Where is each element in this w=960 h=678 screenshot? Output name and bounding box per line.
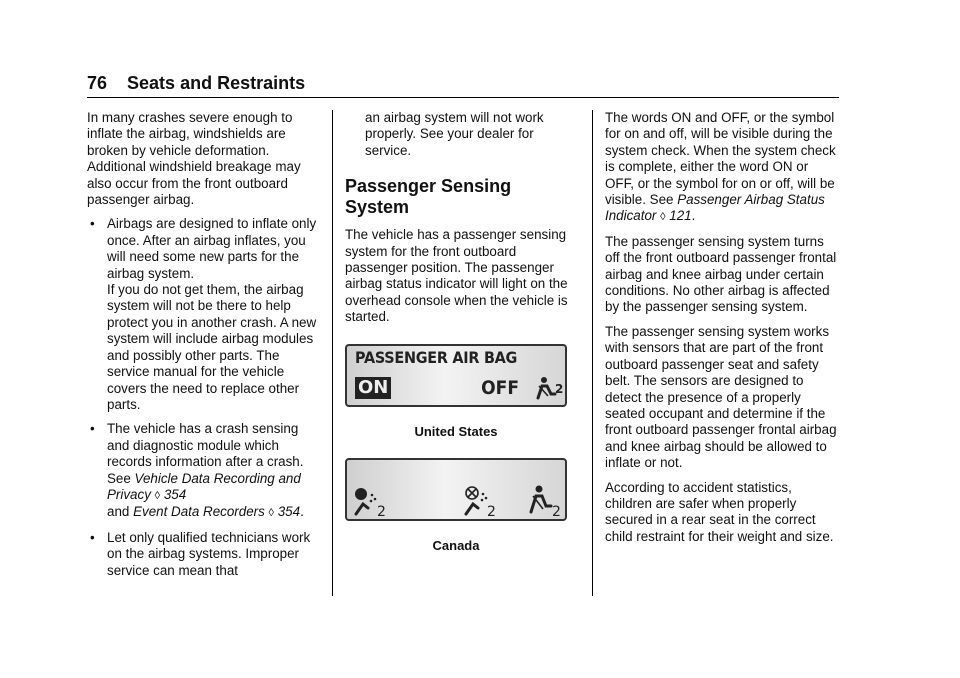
page-header	[87, 72, 839, 94]
page-reference-arrow-icon: ◊	[154, 489, 161, 502]
body-paragraph: The passenger sensing system turns off the front outboard passenger frontal airbag and knee airbag under certain conditions. No other airbag is affected by the passenger sensing system.	[605, 233, 837, 315]
caption-united-states: United States	[414, 423, 498, 439]
bullet-list	[87, 216, 319, 579]
page-reference-arrow-icon: ◊	[268, 507, 274, 520]
us-status-indicator	[345, 344, 567, 407]
header-title	[87, 72, 839, 94]
svg-text:2: 2	[487, 504, 496, 519]
body-paragraph: The words ON and OFF, or the symbol for on and off, will be visible during the system check. When the system check is complete, either the word ON or OFF, or the symbol for on or off, will be visible. See Passenger Airbag Status Indicator ◊ 121.	[605, 110, 836, 224]
list-item: • The vehicle has a crash sensing and diagnostic module which records information after a crash. See Vehicle Data Recording and Privacy ◊ 354 and Event Data Recorders ◊ 354.	[87, 421, 319, 521]
indicator-title: PASSENGER AIR BAG	[355, 347, 518, 367]
link-event-data-recorders[interactable]: Event Data Recorders	[133, 504, 265, 520]
header-rule	[87, 97, 839, 98]
link-passenger-airbag-status-indicator[interactable]: Passenger Airbag Status Indicator	[605, 192, 825, 224]
column-divider	[332, 110, 333, 596]
body-paragraph: The vehicle has a passenger sensing system for the front outboard passenger position. The passenger airbag status indicator will light on the overhead console when the vehicle is started.	[345, 227, 568, 325]
body-paragraph: The passenger sensing system works with sensors that are part of the front outboard passenger seat and safety belt. The sensors are designed to detect the presence of a properly seated occupant and determine if the front outboard passenger frontal airbag and knee airbag should be allowed to inflate or not.	[605, 323, 837, 471]
section-heading: Passenger Sensing System	[345, 176, 512, 218]
airbag-off-icon	[463, 484, 503, 518]
svg-text:2: 2	[555, 381, 563, 396]
svg-text:2: 2	[552, 504, 561, 519]
page-number: 76	[87, 73, 108, 93]
link-vehicle-data-recording[interactable]: Vehicle Data Recording and Privacy	[107, 470, 301, 502]
canada-status-indicator	[345, 458, 567, 521]
page-ref-354[interactable]: 354	[277, 504, 301, 520]
column-divider	[592, 110, 593, 596]
indicator-off: OFF	[481, 376, 520, 399]
svg-text:2: 2	[377, 504, 386, 519]
belted-passenger-icon	[533, 376, 563, 402]
list-item: • Let only qualified technicians work on the airbag systems. Improper service can mean that	[87, 530, 319, 579]
caption-canada: Canada	[432, 538, 480, 554]
intro-paragraph: In many crashes severe enough to inflate the airbag, windshields are broken by vehicle deformation. Additional windshield breakage may also occur from the front outboard passenger airbag.	[87, 110, 301, 208]
column-1	[87, 110, 319, 587]
column-2	[345, 110, 580, 554]
indicator-on: ON	[355, 377, 391, 399]
continuation-paragraph: an airbag system will not work properly. See your dealer for service.	[365, 110, 544, 158]
belted-passenger-icon	[527, 484, 565, 518]
body-paragraph: According to accident statistics, children are safer when properly secured in a rear seat in the correct child restraint for their weight and size.	[605, 479, 834, 544]
page-reference-arrow-icon: ◊	[660, 211, 666, 224]
section-title: Seats and Restraints	[127, 73, 306, 93]
page-ref-354[interactable]: 354	[163, 486, 187, 502]
column-3	[605, 110, 840, 553]
page-ref-121[interactable]: 121	[669, 208, 692, 224]
list-item: • Airbags are designed to inflate only once. After an airbag inflates, you will need some new parts for the airbag system. If you do not get them, the airbag system will not be there to help protect you in another crash. A new system will include airbag modules and possibly other parts. The service manual for the vehicle covers the need to replace other parts.	[87, 216, 319, 413]
airbag-on-icon	[353, 486, 393, 518]
